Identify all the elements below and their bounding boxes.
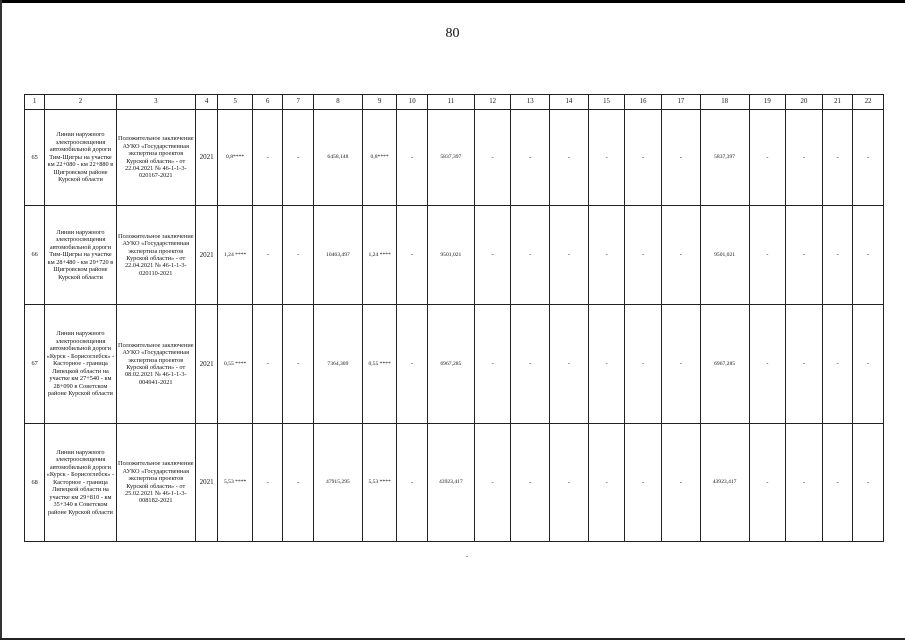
table-cell: -: [625, 305, 662, 424]
column-header: 14: [550, 95, 589, 110]
object-name: Линии наружного электроосвещения автомобильной дороги Тим-Щигры на участке км 28+480 - км 29+720 в Щигровском районе Курской области: [45, 206, 116, 305]
table-cell: -: [853, 206, 884, 305]
capacity-cell: 0,55 ****: [362, 305, 397, 424]
table-cell: -: [625, 206, 662, 305]
table-cell: -: [252, 305, 283, 424]
table-cell: -: [397, 424, 428, 542]
amount-cell: 5837,397: [700, 110, 749, 206]
expert-conclusion: Положительное заключение АУКО «Государственная экспертиза проектов Курской области» - от 25.02.2021 № 46-1-1-3-008182-2021: [116, 424, 195, 542]
capacity-cell: 0,55 ****: [218, 305, 253, 424]
capacity-cell: 0,8****: [218, 110, 253, 206]
cost-cell: 47915,295: [314, 424, 363, 542]
cost-cell: 7364,309: [314, 305, 363, 424]
table-cell: -: [853, 110, 884, 206]
column-header: 16: [625, 95, 662, 110]
column-header: 15: [588, 95, 625, 110]
capacity-cell: 5,53 ****: [218, 424, 253, 542]
table-cell: -: [786, 110, 823, 206]
column-header: 8: [314, 95, 363, 110]
object-name: Линии наружного электроосвещения автомобильной дороги Тим-Щигры на участке км 22+080 - км 22+880 в Щигровском районе Курской области: [45, 110, 116, 206]
column-header: 22: [853, 95, 884, 110]
table-cell: -: [474, 110, 511, 206]
amount-cell: 9501,021: [700, 206, 749, 305]
column-header: 10: [397, 95, 428, 110]
table-cell: -: [786, 206, 823, 305]
amount-cell: 43923,417: [427, 424, 474, 542]
scan-border-right: [0, 0, 2, 640]
table-cell: -: [283, 305, 314, 424]
column-header: 5: [218, 95, 253, 110]
table-cell: -: [252, 206, 283, 305]
table-cell: -: [822, 110, 853, 206]
expert-conclusion: Положительное заключение АУКО «Государственная экспертиза проектов Курской области» - от 08.02.2021 № 46-1-1-3-004941-2021: [116, 305, 195, 424]
column-header: 20: [786, 95, 823, 110]
amount-cell: 43923,417: [700, 424, 749, 542]
table-row: [25, 424, 884, 542]
amount-cell: 5837,397: [427, 110, 474, 206]
cost-cell: 6458,148: [314, 110, 363, 206]
row-number: 66: [25, 206, 45, 305]
object-name: Линии наружного электроосвещения автомобильной дороги «Курск - Борисоглебск» - Касторное - граница Липецкой области на участке км 29+810 - км 35+340 в Советском районе Курской области: [45, 424, 116, 542]
expert-conclusion: Положительное заключение АУКО «Государственная экспертиза проектов Курской области» - от 22.04.2021 № 46-1-1-3-020167-2021: [116, 110, 195, 206]
table-cell: -: [550, 206, 589, 305]
table-cell: -: [625, 110, 662, 206]
header-row: [25, 95, 884, 110]
row-number: 65: [25, 110, 45, 206]
table-cell: -: [822, 305, 853, 424]
column-header: 18: [700, 95, 749, 110]
table-cell: -: [474, 424, 511, 542]
year-cell: 2021: [195, 305, 217, 424]
table-cell: -: [550, 305, 589, 424]
column-header: 3: [116, 95, 195, 110]
table-cell: -: [853, 424, 884, 542]
table-cell: -: [550, 110, 589, 206]
column-header: 2: [45, 95, 116, 110]
capacity-cell: 1,24 ****: [218, 206, 253, 305]
table-cell: -: [252, 110, 283, 206]
column-header: 12: [474, 95, 511, 110]
expert-conclusion: Положительное заключение АУКО «Государственная экспертиза проектов Курской области» - от 22.04.2021 № 46-1-1-3-020110-2021: [116, 206, 195, 305]
year-cell: 2021: [195, 424, 217, 542]
table-cell: -: [511, 206, 550, 305]
table-cell: -: [749, 305, 786, 424]
table-cell: -: [749, 424, 786, 542]
table-cell: -: [786, 424, 823, 542]
table-row: [25, 305, 884, 424]
row-number: 68: [25, 424, 45, 542]
capacity-cell: 1,24 ****: [362, 206, 397, 305]
amount-cell: 6967,285: [700, 305, 749, 424]
year-cell: 2021: [195, 206, 217, 305]
column-header: 13: [511, 95, 550, 110]
table-cell: -: [786, 305, 823, 424]
table-cell: -: [822, 206, 853, 305]
page-number: 80: [445, 26, 460, 41]
capacity-cell: 0,8****: [362, 110, 397, 206]
capacity-cell: 5,53 ****: [362, 424, 397, 542]
column-header: 11: [427, 95, 474, 110]
table-cell: -: [662, 206, 701, 305]
table-row: [25, 110, 884, 206]
table-row: [25, 206, 884, 305]
table-cell: -: [283, 424, 314, 542]
register-table: [24, 94, 884, 542]
table-cell: -: [397, 305, 428, 424]
table-cell: -: [853, 305, 884, 424]
table-cell: -: [511, 424, 550, 542]
table-cell: -: [749, 206, 786, 305]
column-header: 17: [662, 95, 701, 110]
table-cell: -: [625, 424, 662, 542]
amount-cell: 6967,285: [427, 305, 474, 424]
table-cell: -: [397, 206, 428, 305]
scan-speck: [466, 556, 468, 557]
scan-border-top: [0, 0, 905, 3]
column-header: 21: [822, 95, 853, 110]
column-header: 9: [362, 95, 397, 110]
table-cell: -: [283, 206, 314, 305]
table-cell: -: [511, 110, 550, 206]
table-cell: -: [252, 424, 283, 542]
column-header: 7: [283, 95, 314, 110]
table-cell: -: [588, 305, 625, 424]
column-header: 6: [252, 95, 283, 110]
year-cell: 2021: [195, 110, 217, 206]
table-cell: -: [511, 305, 550, 424]
object-name: Линии наружного электроосвещения автомобильной дороги «Курск - Борисоглебск» - Касторное - граница Липецкой области на участке км 27+540 - км 28+090 в Советском районе Курской области: [45, 305, 116, 424]
table-cell: -: [662, 424, 701, 542]
table-cell: -: [662, 110, 701, 206]
amount-cell: 9501,021: [427, 206, 474, 305]
table-cell: -: [588, 206, 625, 305]
table-cell: -: [662, 305, 701, 424]
table-cell: -: [588, 110, 625, 206]
table-cell: -: [550, 424, 589, 542]
table-cell: -: [474, 305, 511, 424]
table-cell: -: [822, 424, 853, 542]
table-cell: -: [588, 424, 625, 542]
table-cell: -: [749, 110, 786, 206]
column-header: 19: [749, 95, 786, 110]
column-header: 4: [195, 95, 217, 110]
column-header: 1: [25, 95, 45, 110]
table-cell: -: [474, 206, 511, 305]
table-cell: -: [397, 110, 428, 206]
row-number: 67: [25, 305, 45, 424]
table-cell: -: [283, 110, 314, 206]
cost-cell: 10463,497: [314, 206, 363, 305]
